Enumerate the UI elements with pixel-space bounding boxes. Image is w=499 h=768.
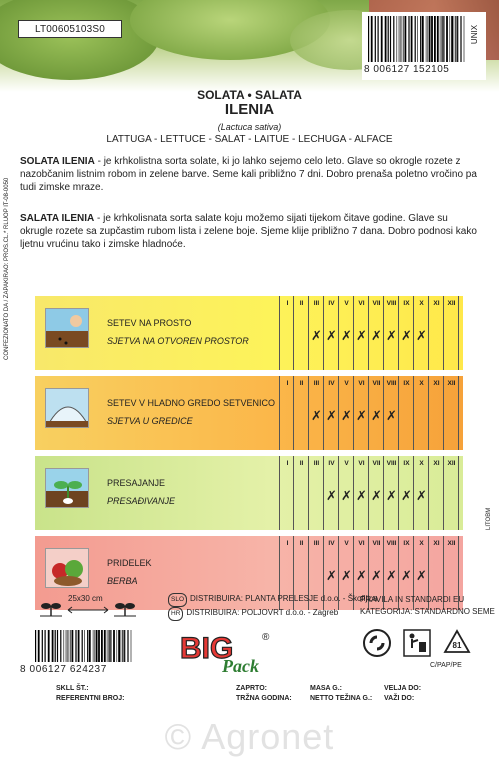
description-sl-name: SOLATA ILENIA xyxy=(20,156,95,167)
barcode-top xyxy=(362,12,486,80)
month-cell xyxy=(399,296,414,370)
month-cell xyxy=(294,376,309,450)
info-masa: MASA G.: xyxy=(310,685,343,692)
month-cell xyxy=(444,376,459,450)
month-label: VI xyxy=(358,300,365,307)
month-label: XII xyxy=(447,300,456,307)
info-vazi: VAŽI DO: xyxy=(384,695,415,702)
month-cell xyxy=(369,376,384,450)
month-label: V xyxy=(344,380,349,387)
month-label: VI xyxy=(358,380,365,387)
month-cell xyxy=(324,376,339,450)
month-mark: ✗ xyxy=(401,568,412,583)
month-mark: ✗ xyxy=(401,328,412,343)
row-label-hr: SJETVA NA OTVOREN PROSTOR xyxy=(107,336,249,346)
barcode-top-digits: 8 006127 152105 xyxy=(364,64,450,75)
month-mark: ✗ xyxy=(416,328,427,343)
logo-reg-text: ® xyxy=(262,632,270,643)
month-label: IV xyxy=(328,460,335,467)
month-label: XI xyxy=(433,460,440,467)
recycling-symbols xyxy=(362,628,472,658)
month-mark: ✗ xyxy=(371,488,382,503)
month-mark: ✗ xyxy=(341,568,352,583)
month-label: XII xyxy=(447,460,456,467)
row-label-sl: SETEV V HLADNO GREDO SETVENICO xyxy=(107,398,276,408)
recycle-label: C/PAP/PE xyxy=(430,662,462,669)
month-label: V xyxy=(344,300,349,307)
month-label: I xyxy=(286,460,289,467)
month-label: IX xyxy=(403,300,410,307)
month-label: III xyxy=(313,300,320,307)
month-cell xyxy=(324,296,339,370)
info-referentni: REFERENTNI BROJ: xyxy=(56,695,125,702)
packer-info: CONFEZIONATO DA / ZAPAKIRAO: PROS.CL.* RLUOP IT-08-0050 xyxy=(4,177,10,360)
month-label: III xyxy=(313,460,320,467)
month-cell xyxy=(354,376,369,450)
month-mark: ✗ xyxy=(386,568,397,583)
month-grid xyxy=(279,456,459,530)
month-mark: ✗ xyxy=(371,568,382,583)
month-mark: ✗ xyxy=(386,488,397,503)
month-label: VIII xyxy=(386,380,397,387)
month-cell xyxy=(369,296,384,370)
month-label: IX xyxy=(403,540,410,547)
description-hr xyxy=(20,212,482,251)
description-hr-name: SALATA ILENIA xyxy=(20,213,95,224)
month-cell xyxy=(279,456,294,530)
month-label: VI xyxy=(358,540,365,547)
month-mark: ✗ xyxy=(371,408,382,423)
month-label: VI xyxy=(358,460,365,467)
rules-line-2: KATEGORIJA: STANDARDNO SEME xyxy=(360,607,495,616)
spacing-arrow-icon xyxy=(66,606,110,614)
month-cell xyxy=(429,376,444,450)
month-label: XI xyxy=(433,300,440,307)
calendar-row xyxy=(35,296,463,370)
month-label: VII xyxy=(372,300,381,307)
month-label: II xyxy=(299,380,304,387)
green-dot-icon xyxy=(362,628,392,658)
month-grid xyxy=(279,376,459,450)
title-latin: (Lactuca sativa) xyxy=(217,122,282,132)
month-cell xyxy=(369,456,384,530)
greenhouse-icon xyxy=(45,388,89,428)
barcode-icon xyxy=(368,16,468,62)
recycle-icon xyxy=(442,628,472,658)
row-label-sl: SETEV NA PROSTO xyxy=(107,318,192,328)
month-label: X xyxy=(419,460,424,467)
month-label: I xyxy=(286,300,289,307)
month-cell xyxy=(324,456,339,530)
month-label: V xyxy=(344,540,349,547)
month-mark: ✗ xyxy=(356,328,367,343)
info-trzna: TRŽNA GODINA: xyxy=(236,695,292,702)
month-cell xyxy=(414,456,429,530)
info-zaprto: ZAPRTO: xyxy=(236,685,267,692)
month-cell xyxy=(309,456,324,530)
distributor-hr xyxy=(168,607,377,621)
month-cell xyxy=(444,296,459,370)
month-grid xyxy=(279,296,459,370)
month-mark: ✗ xyxy=(386,408,397,423)
month-label: V xyxy=(344,460,349,467)
month-cell xyxy=(294,296,309,370)
month-label: IV xyxy=(328,300,335,307)
month-mark: ✗ xyxy=(356,488,367,503)
harvest-icon xyxy=(45,548,89,588)
month-cell xyxy=(294,456,309,530)
month-mark: ✗ xyxy=(326,488,337,503)
month-label: I xyxy=(286,540,289,547)
distributor-slo xyxy=(168,593,377,607)
row-label-hr: PRESAĐIVANJE xyxy=(107,496,176,506)
slo-badge: SLO xyxy=(168,593,187,607)
month-mark: ✗ xyxy=(341,488,352,503)
logo-big-text: BIG xyxy=(180,632,234,665)
bigpack-logo xyxy=(176,628,282,674)
tidyman-icon xyxy=(402,628,432,658)
month-mark: ✗ xyxy=(341,408,352,423)
row-label-sl: PRESAJANJE xyxy=(107,478,166,488)
plant-spacing xyxy=(38,590,138,624)
barcode-bottom xyxy=(20,630,144,674)
distributor-hr-text: DISTRIBUIRA: POLJOVRT d.o.o. - Zagreb xyxy=(186,608,339,617)
month-label: XI xyxy=(433,540,440,547)
month-label: IV xyxy=(328,540,335,547)
month-cell xyxy=(414,296,429,370)
month-cell xyxy=(399,456,414,530)
barcode-icon xyxy=(30,630,140,662)
month-label: VIII xyxy=(386,300,397,307)
month-label: IX xyxy=(403,460,410,467)
month-cell xyxy=(384,296,399,370)
row-label-sl: PRIDELEK xyxy=(107,558,152,568)
month-label: X xyxy=(419,540,424,547)
month-label: II xyxy=(299,300,304,307)
month-cell xyxy=(384,456,399,530)
title-variety: ILENIA xyxy=(224,101,275,118)
month-mark: ✗ xyxy=(356,408,367,423)
info-skll: SKLL ŠT.: xyxy=(56,685,89,692)
month-mark: ✗ xyxy=(416,568,427,583)
month-mark: ✗ xyxy=(401,488,412,503)
month-cell xyxy=(414,376,429,450)
month-mark: ✗ xyxy=(311,328,322,343)
month-label: X xyxy=(419,300,424,307)
month-label: IX xyxy=(403,380,410,387)
month-cell xyxy=(339,376,354,450)
month-label: III xyxy=(313,540,320,547)
spacing-value: 25x30 cm xyxy=(68,594,103,603)
month-mark: ✗ xyxy=(326,328,337,343)
barcode-bottom-digits: 8 006127 624237 xyxy=(20,664,107,675)
watermark: © Agronet xyxy=(164,716,335,757)
month-mark: ✗ xyxy=(386,328,397,343)
month-cell xyxy=(309,296,324,370)
month-label: II xyxy=(299,540,304,547)
month-label: VII xyxy=(372,540,381,547)
month-cell xyxy=(354,456,369,530)
month-cell xyxy=(399,376,414,450)
info-netto: NETTO TEŽINA G.: xyxy=(310,695,373,702)
month-label: II xyxy=(299,460,304,467)
info-weight xyxy=(310,684,372,704)
sowing-calendar xyxy=(35,296,463,616)
eu-rules xyxy=(360,594,495,618)
month-cell xyxy=(279,296,294,370)
month-cell xyxy=(384,376,399,450)
info-closed xyxy=(236,684,292,704)
month-mark: ✗ xyxy=(416,488,427,503)
product-code: LT00605103S0 xyxy=(18,20,122,38)
month-mark: ✗ xyxy=(311,408,322,423)
month-label: VII xyxy=(372,380,381,387)
month-label: XI xyxy=(433,380,440,387)
sprout-icon xyxy=(114,598,136,618)
calendar-row xyxy=(35,456,463,530)
month-cell xyxy=(444,456,459,530)
calendar-row xyxy=(35,376,463,450)
sowing-outdoor-icon xyxy=(45,308,89,348)
month-label: VIII xyxy=(386,460,397,467)
month-cell xyxy=(354,296,369,370)
month-cell xyxy=(279,376,294,450)
month-label: III xyxy=(313,380,320,387)
unix-label: UNIX xyxy=(469,24,479,45)
month-mark: ✗ xyxy=(356,568,367,583)
month-cell xyxy=(429,456,444,530)
transplant-icon xyxy=(45,468,89,508)
month-cell xyxy=(339,456,354,530)
month-label: I xyxy=(286,380,289,387)
month-mark: ✗ xyxy=(371,328,382,343)
month-label: XII xyxy=(447,380,456,387)
info-valid xyxy=(384,684,421,704)
month-mark: ✗ xyxy=(341,328,352,343)
month-mark: ✗ xyxy=(326,568,337,583)
month-label: VII xyxy=(372,460,381,467)
distributors xyxy=(168,593,377,621)
logo-pack-text: Pack xyxy=(222,656,259,674)
recycle-number: 81 xyxy=(452,641,462,650)
description-hr-text: - je krhkolisnata sorta salate koju možemo sijati tijekom čitave godine. Glave su okrugle rozete sa zupčastim rubom lista i zelene boje. Sjeme klije približno 7 dana. Dobro podnosi kako ljetnu vrućinu tako i zimske hladnoće. xyxy=(20,213,477,250)
hr-badge: HR xyxy=(168,607,183,621)
title-species: SOLATA • SALATA xyxy=(197,88,302,102)
month-cell xyxy=(339,296,354,370)
info-velja: VELJA DO: xyxy=(384,685,422,692)
distributor-slo-text: DISTRIBUIRA: PLANTA PRELESJE d.o.o. - Škofljica xyxy=(190,594,378,603)
month-label: VIII xyxy=(386,540,397,547)
row-label-hr: BERBA xyxy=(107,576,138,586)
sprout-icon xyxy=(40,598,62,618)
info-ref xyxy=(56,684,124,704)
month-cell xyxy=(309,376,324,450)
print-code: LITOBM xyxy=(486,507,492,530)
month-label: XII xyxy=(447,540,456,547)
title-translations: LATTUGA - LETTUCE - SALAT - LAITUE - LECHUGA - ALFACE xyxy=(106,134,393,145)
row-label-hr: SJETVA U GREDICE xyxy=(107,416,193,426)
month-cell xyxy=(429,296,444,370)
month-label: IV xyxy=(328,380,335,387)
month-label: X xyxy=(419,380,424,387)
month-mark: ✗ xyxy=(326,408,337,423)
rules-line-1: PRAVILA IN STANDARDI EU xyxy=(360,595,465,604)
description-sl-text: - je krhkolistna sorta solate, ki jo lahko sejemo celo leto. Glave so okrogle rozete z nazobčanim listnim robom in zelene barve. Seme kali približno 7 dni. Dobro prenaša poletno vročino pa tudi zimske mraze. xyxy=(20,156,477,193)
description-sl xyxy=(20,155,482,194)
